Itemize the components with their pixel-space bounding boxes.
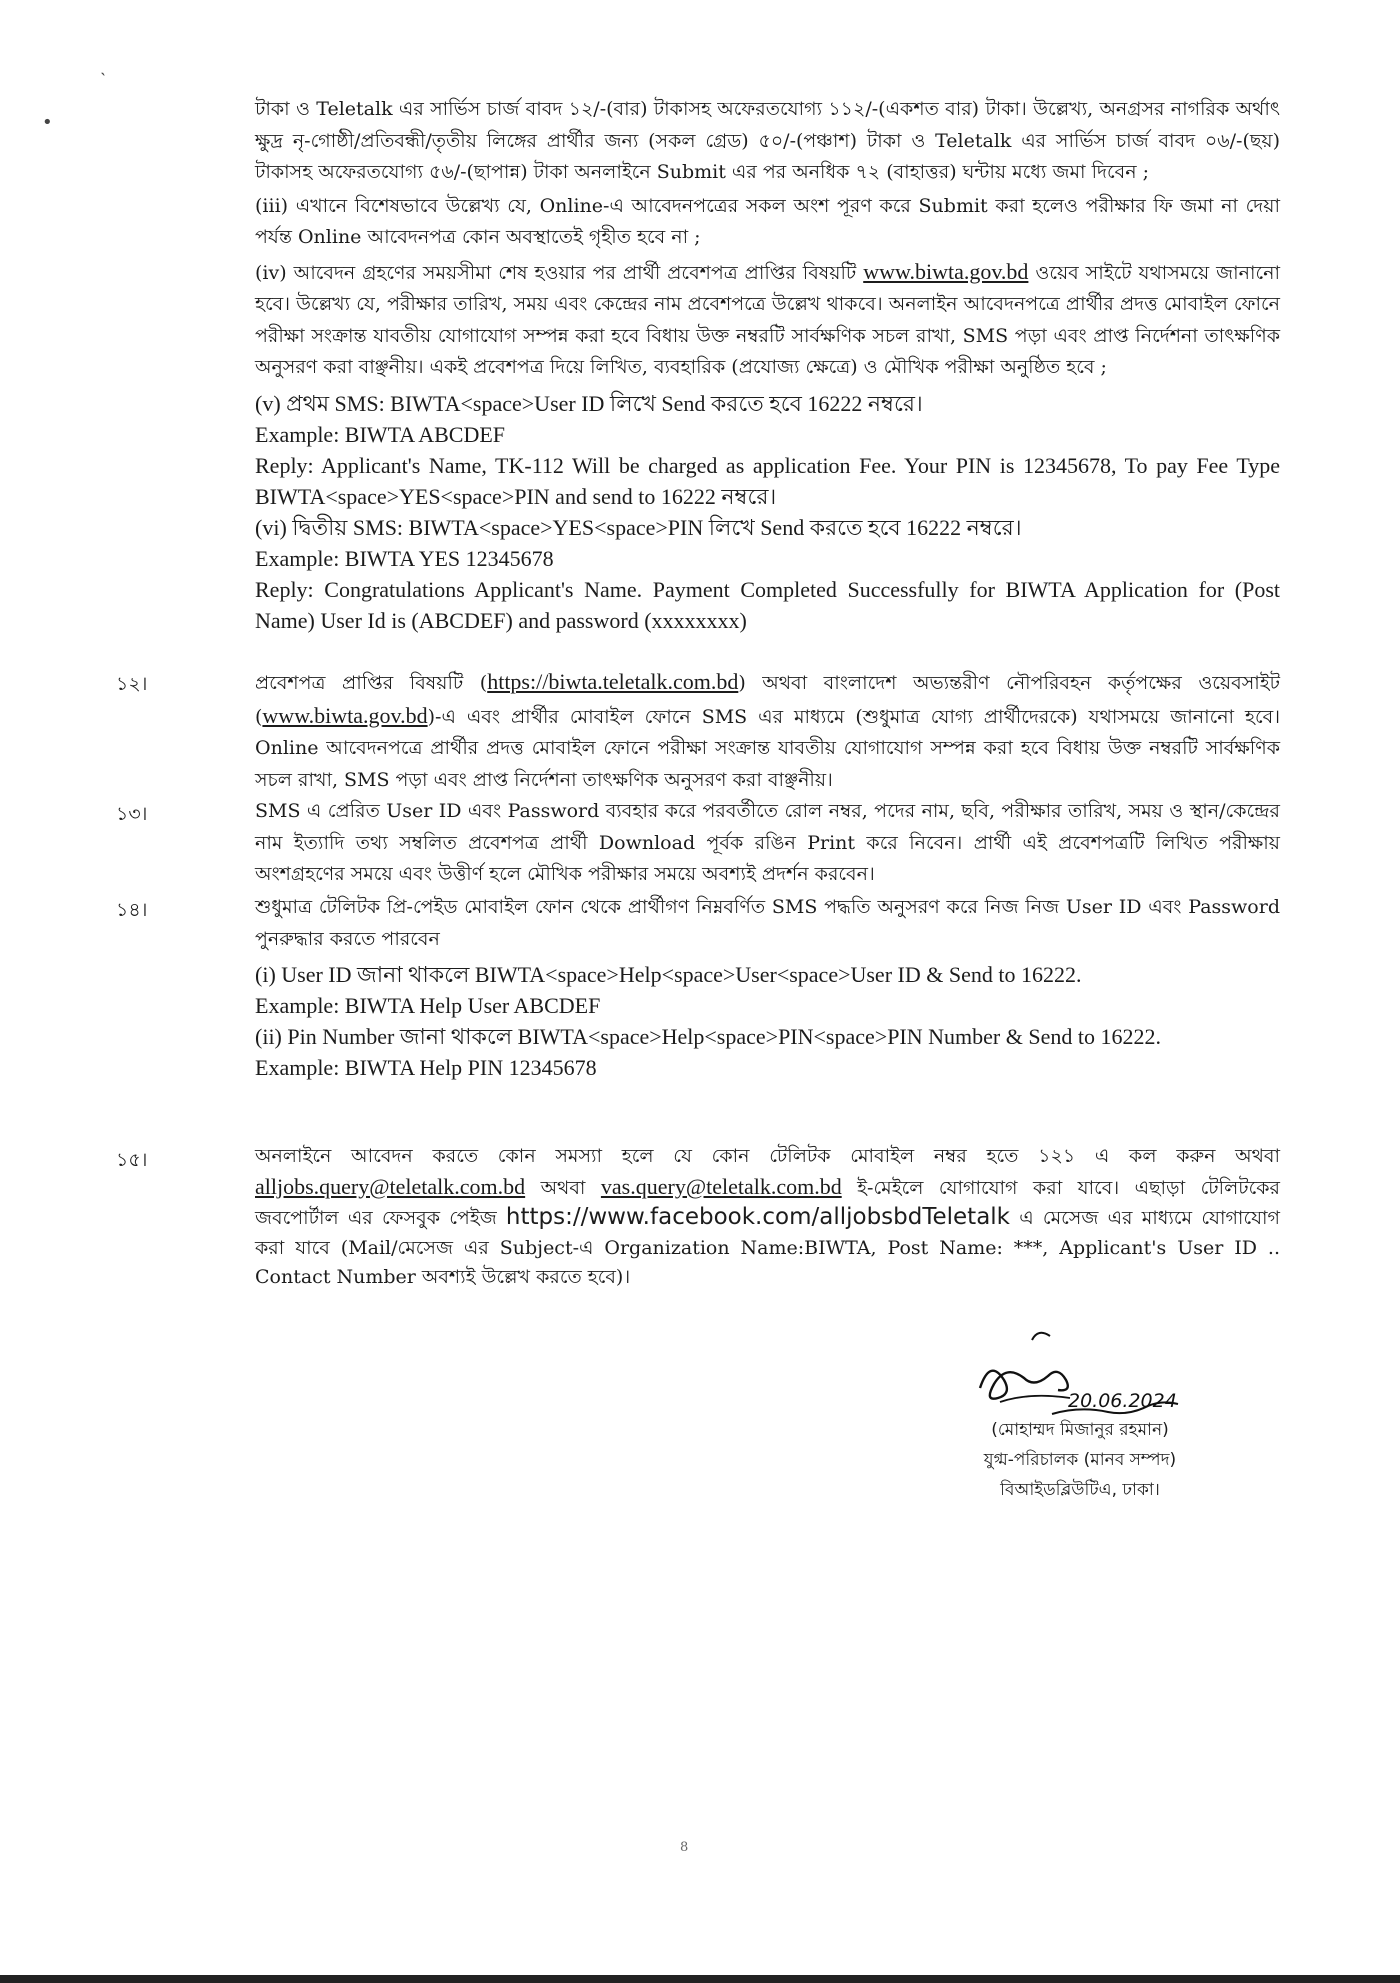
clause-iv-text-a: (iv) আবেদন গ্রহণের সময়সীমা শেষ হওয়ার পর প্রার্থী প্রবেশপত্র প্রাপ্তির বিষয়টি [255,261,857,284]
vas-email-link[interactable]: vas.query@teletalk.com.bd [600,1173,842,1199]
recovery-pin-example: Example: BIWTA Help PIN 12345678 [255,1055,597,1080]
signatory-block [950,1415,1210,1505]
clause-v-reply: Reply: Applicant's Name, TK-112 Will be charged as application Fee. Your PIN is 12345678, To pay Fee Type BIWTA<space>YES<space>PIN and send to 16222 নম্বরে। [255,452,1280,509]
clause-vi-example: Example: BIWTA YES 12345678 [255,545,554,571]
s15-or: অথবা [540,1176,586,1199]
helpline-paragraph [255,1142,1280,1293]
clause-v: (v) প্রথম SMS: BIWTA<space>User ID লিখে Send করতে হবে 16222 নম্বরে। [255,390,923,416]
section-13 [255,796,1280,891]
s12-text-c: )-এ এবং প্রার্থীর মোবাইল ফোনে SMS এর মাধ্যমে (শুধুমাত্র যোগ্য প্রার্থীদেরকে) যথাসময়ে জানানো হবে। Online আবেদনপত্রে প্রার্থীর প্রদত্ত মোবাইল ফোনে পরীক্ষা সংক্রান্ত যাবতীয় যোগাযোগ সম্পন্ন করা হবে বিধায় উক্ত নম্বরটি সার্বক্ষণিক সচল রাখা, SMS পড়া এবং প্রাপ্ত নির্দেশনা তাৎক্ষণিক অনুসরণ করা বাঞ্ছনীয়। [255,705,1280,791]
biwta-website-link[interactable]: www.biwta.gov.bd [262,702,428,728]
section-12 [255,666,1280,796]
section-number: ১২। [116,673,148,695]
clause-iv [255,256,1280,384]
scan-mark: • [42,112,53,133]
download-admit-paragraph: SMS এ প্রেরিত User ID এবং Password ব্যবহার করে পরবর্তীতে রোল নম্বর, পদের নাম, ছবি, পরীক্ষার তারিখ, সময় ও স্থান/কেন্দ্রের নাম ইত্যাদি তথ্য সম্বলিত প্রবেশপত্র প্রার্থী Download পূর্বক রঙিন Print করে নিবেন। প্রার্থী এই প্রবেশপত্রটি লিখিত পরীক্ষায় অংশগ্রহণের সময়ে এবং উত্তীর্ণ হলে মৌখিক পরীক্ষার সময়ে অবশ্যই প্রদর্শন করবেন। [255,800,1280,885]
s12-text-b: ) অথবা বাংলাদেশ অভ্যন্তরীণ নৌপরিবহন কর্তৃপক্ষের ওয়েবসাইট ( [255,672,1280,728]
section-number: ১৩। [116,803,148,825]
section-15 [255,1142,1280,1293]
clause-iii: (iii) এখানে বিশেষভাবে উল্লেখ্য যে, Online-এ আবেদনপত্রের সকল অংশ পূরণ করে Submit করা হলেও পরীক্ষার ফি জমা না দেয়া পর্যন্ত Online আবেদনপত্র কোন অবস্থাতেই গৃহীত হবে না ; [255,194,1280,248]
recovery-pin: (ii) Pin Number জানা থাকলে BIWTA<space>Help<space>PIN<space>PIN Number & Send to 16222. [255,1024,1161,1049]
s15-text-b: ই-মেইলে যোগাযোগ করা যাবে। এছাড়া টেলিটকের জবপোর্টাল এর ফেসবুক পেইজ [255,1176,1280,1229]
fee-paragraph: টাকা ও Teletalk এর সার্ভিস চার্জ বাবদ ১২/-(বার) টাকাসহ অফেরতযোগ্য ১১২/-(একশত বার) টাকা। উল্লেখ্য, অনগ্রসর নাগরিক অর্থাৎ ক্ষুদ্র নৃ-গোষ্ঠী/প্রতিবন্ধী/তৃতীয় লিঙ্গের প্রার্থীর জন্য (সকল গ্রেড) ৫০/-(পঞ্চাশ) টাকা ও Teletalk এর সার্ভিস চার্জ বাবদ ০৬/-(ছয়) টাকাসহ অফেরতযোগ্য ৫৬/-(ছাপান্ন) টাকা অনলাইনে Submit এর পর অনধিক ৭২ (বাহাত্তর) ঘন্টায় মধ্যে জমা দিবেন ; [255,98,1280,183]
recovery-user-id-example: Example: BIWTA Help User ABCDEF [255,993,601,1018]
clause-v-example: Example: BIWTA ABCDEF [255,421,506,447]
admit-card-paragraph [255,666,1280,796]
s15-text-a: অনলাইনে আবেদন করতে কোন সমস্যা হলে যে কোন টেলিটক মোবাইল নম্বর হতে ১২১ এ কল করুন অথবা [255,1145,1280,1167]
signatory-designation: যুগ্ম-পরিচালক (মানব সম্পদ) [983,1450,1177,1470]
s15-text-c: এ মেসেজ এর মাধ্যমে যোগাযোগ করা যাবে (Mail/মেসেজ এর Subject-এ Organization Name:BIWTA, Post Name: ***, Applicant's User ID .. Contact Number অবশ্যই উল্লেখ করতে হবে)। [255,1207,1280,1288]
section-14 [255,892,1280,1083]
signatory-name: (মোহাম্মদ মিজানুর রহমান) [991,1420,1169,1440]
section-11-continuation [255,94,1280,636]
section-number: ১৫। [116,1149,148,1171]
alljobs-email-link[interactable]: alljobs.query@teletalk.com.bd [255,1173,526,1199]
section-number: ১৪। [116,899,148,921]
recovery-paragraph: শুধুমাত্র টেলিটক প্রি-পেইড মোবাইল ফোন থেকে প্রার্থীগণ নিম্নবর্ণিত SMS পদ্ধতি অনুসরণ করে নিজ নিজ User ID এবং Password পুনরুদ্ধার করতে পারবেন [255,896,1280,950]
scan-bottom-edge [0,1975,1400,1983]
signature-date: 20.06.2024 [1068,1390,1177,1412]
facebook-page-link[interactable]: https://www.facebook.com/alljobsbdTeletalk [505,1204,1011,1230]
clause-vi: (vi) দ্বিতীয় SMS: BIWTA<space>YES<space>PIN লিখে Send করতে হবে 16222 নম্বরে। [255,514,1022,540]
clause-iv-text-b: ওয়েব সাইটে যথাসময়ে জানানো হবে। উল্লেখ্য যে, পরীক্ষার তারিখ, সময় এবং কেন্দ্রের নাম প্রবেশপত্রে উল্লেখ থাকবে। অনলাইন আবেদনপত্রে প্রার্থীর প্রদত্ত মোবাইল ফোনে পরীক্ষা সংক্রান্ত যাবতীয় যোগাযোগ সম্পন্ন করা হবে বিধায় উক্ত নম্বরটি সার্বক্ষণিক সচল রাখা, SMS পড়া এবং প্রাপ্ত নির্দেশনা তাৎক্ষণিক অনুসরণ করা বাঞ্ছনীয়। একই প্রবেশপত্র দিয়ে লিখিত, ব্যবহারিক (প্রযোজ্য ক্ষেত্রে) ও মৌখিক পরীক্ষা অনুষ্ঠিত হবে ; [255,261,1280,378]
biwta-website-link[interactable]: www.biwta.gov.bd [863,258,1029,284]
signatory-office: বিআইডব্লিউটিএ, ঢাকা। [1000,1480,1160,1500]
recovery-user-id: (i) User ID জানা থাকলে BIWTA<space>Help<space>User<space>User ID & Send to 16222. [255,962,1082,987]
scan-mark: ˴ [100,62,106,83]
teletalk-portal-link[interactable]: https://biwta.teletalk.com.bd [487,669,739,694]
s12-text-a: প্রবেশপত্র প্রাপ্তির বিষয়টি ( [255,672,488,694]
page-number: 8 [680,1840,689,1855]
clause-vi-reply: Reply: Congratulations Applicant's Name. Payment Completed Successfully for BIWTA Application for (Post Name) User Id is (ABCDEF) and password (xxxxxxxx) [255,576,1280,633]
